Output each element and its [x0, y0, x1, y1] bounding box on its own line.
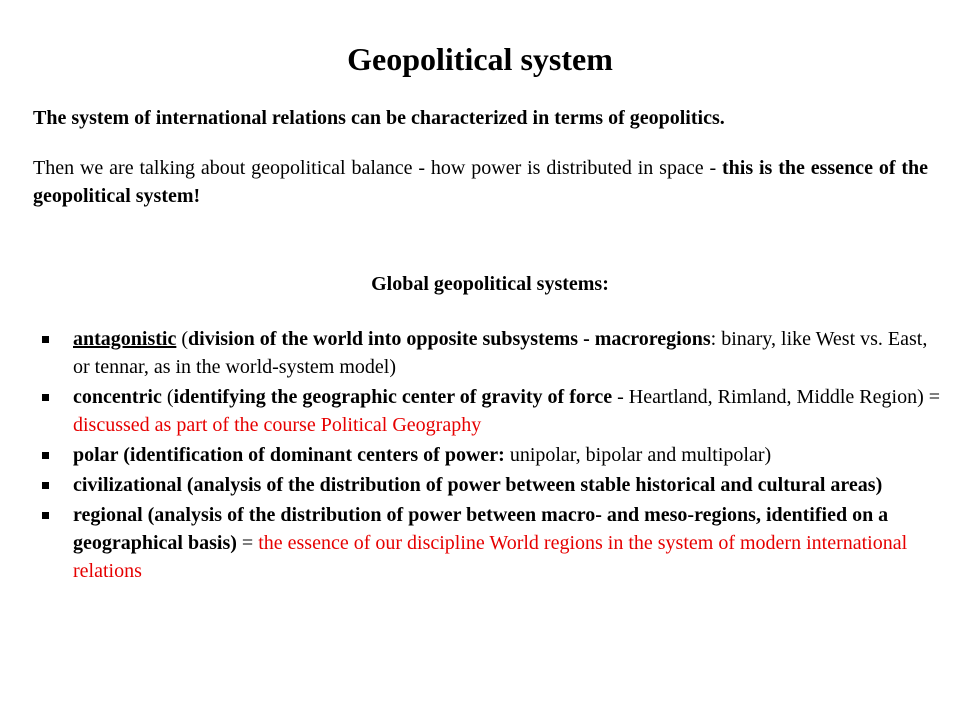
- intro-balance-bold: this is the essence of the geopolitical system!: [33, 157, 929, 207]
- section-subtitle: Global geopolitical systems:: [371, 273, 609, 295]
- item-plain-desc: unipolar, bipolar and multipolar): [504, 444, 772, 466]
- intro-balance-plain: Then we are talking about geopolitical balance - how power is distributed in space -: [33, 157, 722, 179]
- item-bold-desc: regional (analysis of the distribution of power between macro- and meso-regions, identified on a geographical basis): [73, 504, 889, 554]
- item-term: antagonistic: [73, 328, 177, 350]
- item-bold-desc: division of the world into opposite subsystems - macroregions: [188, 328, 711, 350]
- item-paren: (: [176, 328, 189, 350]
- item-term: concentric: [73, 386, 162, 408]
- list-item-antagonistic: [42, 325, 942, 381]
- list-item-concentric: [42, 383, 942, 439]
- square-bullet-icon: [42, 452, 49, 459]
- item-red-note: discussed as part of the course Political Geography: [73, 414, 482, 436]
- systems-list: [42, 325, 942, 587]
- item-bold-desc: civilizational (analysis of the distribution of power between stable historical and cultural areas): [73, 474, 883, 496]
- square-bullet-icon: [42, 482, 49, 489]
- intro-text: [33, 104, 928, 210]
- item-bold-desc: identifying the geographic center of gravity of force: [173, 386, 613, 408]
- list-item-regional: [42, 501, 942, 585]
- square-bullet-icon: [42, 336, 49, 343]
- intro-balance: [33, 154, 928, 210]
- item-bold-desc: polar (identification of dominant centers of power:: [73, 444, 505, 466]
- square-bullet-icon: [42, 394, 49, 401]
- item-plain-desc: - Heartland, Rimland, Middle Region) =: [612, 386, 941, 408]
- slide-title: Geopolitical system: [347, 41, 613, 77]
- item-plain-desc: =: [236, 532, 259, 554]
- square-bullet-icon: [42, 512, 49, 519]
- list-item-civilizational: [42, 471, 942, 499]
- item-paren: (: [161, 386, 174, 408]
- item-plain-desc: : binary, like West vs. East, or tennar, as in the world-system model): [73, 328, 928, 378]
- list-item-polar: [42, 441, 942, 469]
- intro-lead: The system of international relations can be characterized in terms of geopolitics.: [33, 107, 725, 129]
- item-red-note: the essence of our discipline World regions in the system of modern international relations: [73, 532, 908, 582]
